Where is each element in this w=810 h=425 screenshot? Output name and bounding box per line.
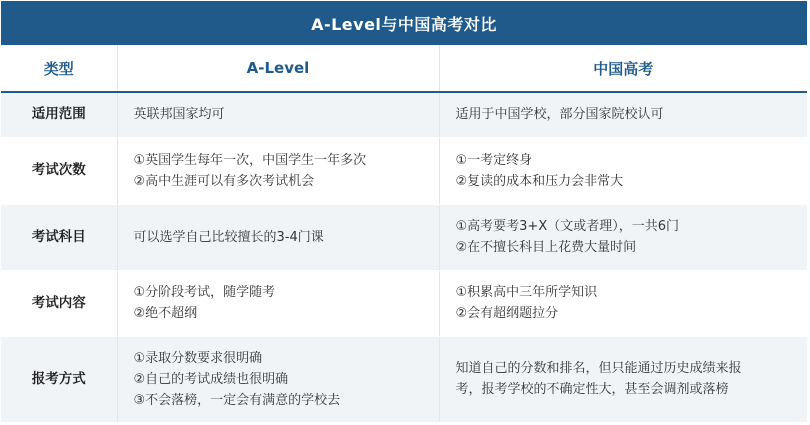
header-alevel: A-Level: [117, 45, 439, 92]
alevel-cell: [117, 270, 439, 336]
row-label: 考试内容: [1, 270, 117, 336]
cell-line: ①分阶段考试，随学随考: [133, 285, 276, 300]
cell-line: ②高中生涯可以有多次考试机会: [133, 173, 315, 189]
table-row: [1, 204, 807, 270]
comparison-table: [1, 45, 807, 423]
cell-line: ②绝不超纲: [133, 306, 198, 321]
gaokao-cell: [439, 204, 807, 270]
cell-line: 英联邦国家均可: [133, 107, 225, 123]
cell-line: 考，报考学校的不确定性大，甚至会调剂或落榜: [455, 382, 729, 397]
cell-line: ①高考要考3+X（文或者理），一共6门: [455, 219, 679, 234]
row-label: 考试科目: [1, 204, 117, 270]
gaokao-cell: [439, 336, 807, 422]
cell-line: ②在不擅长科目上花费大量时间: [455, 240, 637, 255]
alevel-cell: [117, 336, 439, 422]
cell-line: ③不会落榜，一定会有满意的学校去: [133, 392, 341, 408]
cell-line: 可以选学自己比较擅长的3-4门课: [133, 229, 324, 245]
table-row: [1, 92, 807, 137]
row-label: 报考方式: [1, 336, 117, 422]
table-title: A-Level与中国高考对比: [1, 1, 807, 45]
alevel-cell: [117, 137, 439, 204]
row-label: 考试次数: [1, 137, 117, 204]
cell-line: ①一考定终身: [455, 152, 533, 168]
gaokao-cell: [439, 270, 807, 336]
cell-line: ②复读的成本和压力会非常大: [455, 173, 624, 189]
gaokao-cell: [439, 92, 807, 137]
table-row: [1, 137, 807, 204]
cell-line: ②自己的考试成绩也很明确: [133, 371, 289, 387]
header-row: [1, 45, 807, 92]
cell-line: 适用于中国学校，部分国家院校认可: [455, 107, 664, 123]
gaokao-cell: [439, 137, 807, 204]
alevel-cell: [117, 204, 439, 270]
cell-line: ②会有超纲题拉分: [455, 306, 559, 321]
cell-line: 知道自己的分数和排名，但只能通过历史成绩来报: [455, 361, 742, 376]
table-row: [1, 270, 807, 336]
header-gaokao: 中国高考: [439, 45, 807, 92]
alevel-cell: [117, 92, 439, 137]
header-type: 类型: [1, 45, 117, 92]
cell-line: ①英国学生每年一次，中国学生一年多次: [133, 152, 367, 168]
cell-line: ①录取分数要求很明确: [133, 350, 263, 366]
comparison-table-card: [1, 1, 807, 423]
cell-line: ①积累高中三年所学知识: [455, 285, 598, 300]
row-label: 适用范围: [1, 92, 117, 137]
table-row: [1, 336, 807, 422]
